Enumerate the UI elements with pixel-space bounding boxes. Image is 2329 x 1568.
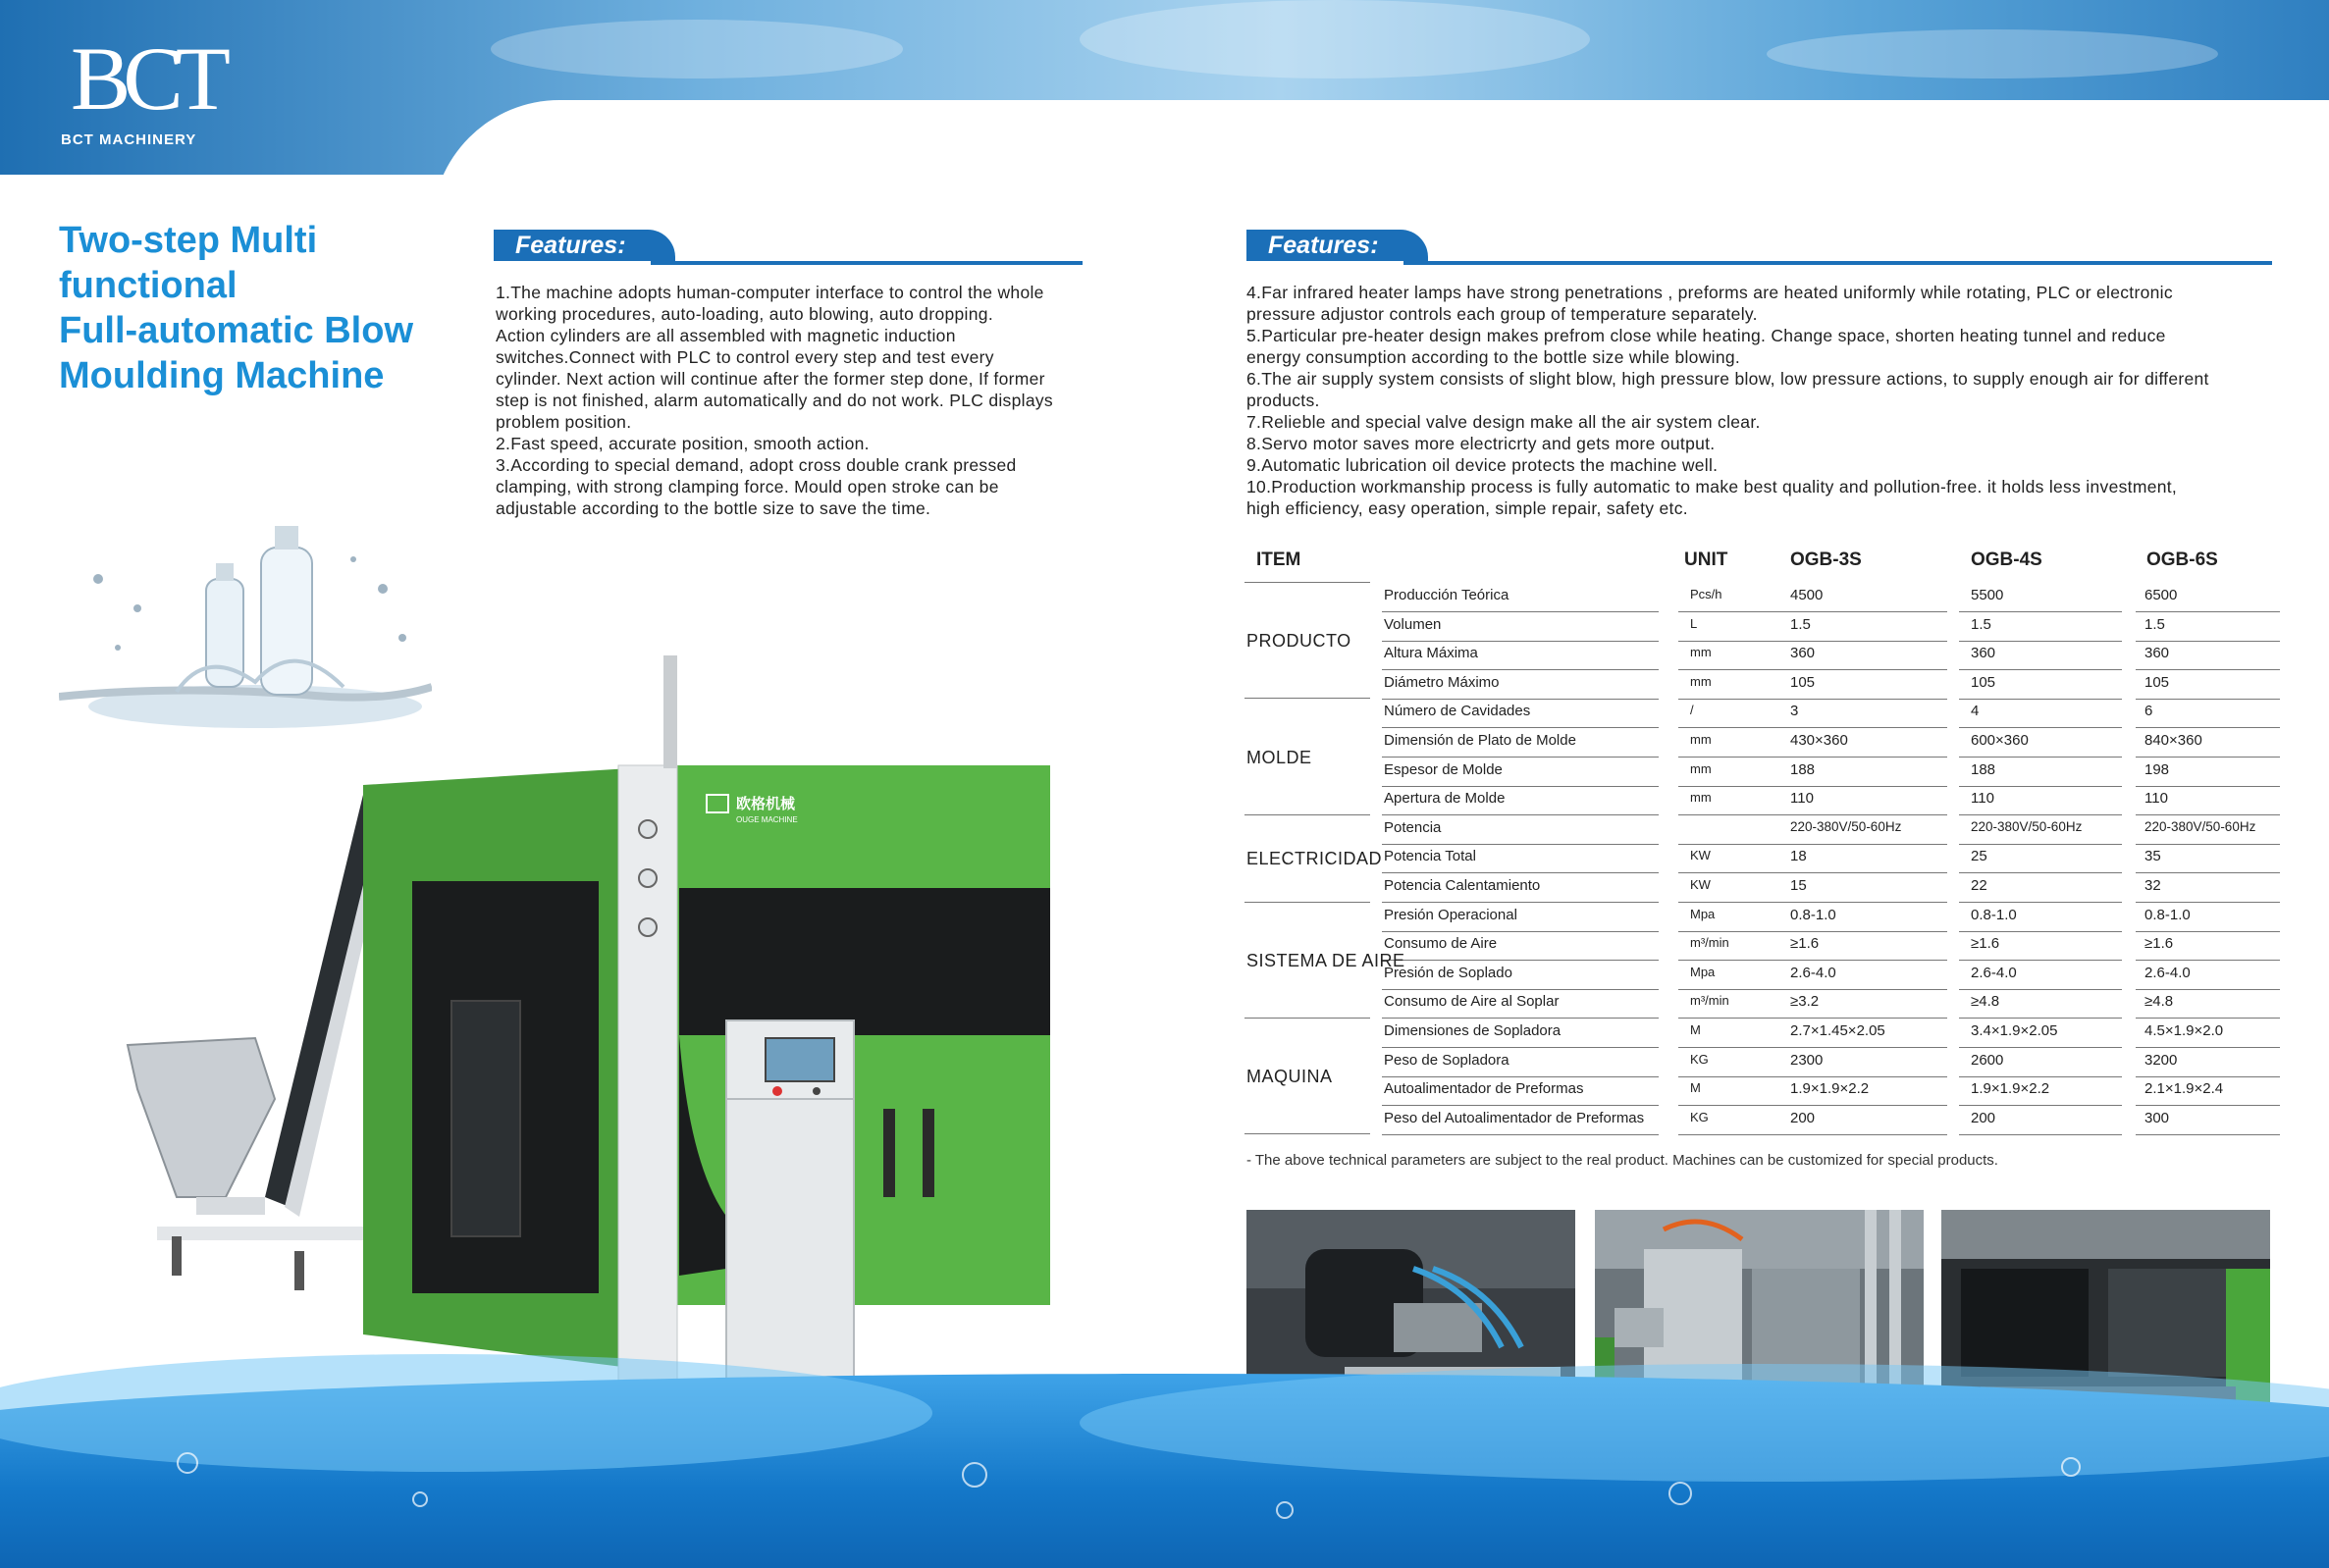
feature-line: 5.Particular pre-heater design makes prefrom close while heating. Change space, shorten heating tunnel and reduce — [1246, 326, 2166, 345]
param-value: 110 — [1971, 790, 1994, 808]
param-value: 188 — [1790, 760, 1816, 778]
param-unit: M — [1690, 1022, 1701, 1037]
param-value: 430×360 — [1790, 732, 1848, 749]
param-value: 2.7×1.45×2.05 — [1790, 1022, 1885, 1039]
param-value: ≥4.8 — [2144, 993, 2174, 1011]
param-name: Potencia Calentamiento — [1384, 877, 1541, 894]
water-decoration — [0, 1334, 2329, 1568]
title-line: Two-step Multi — [59, 220, 318, 261]
param-name: Potencia Total — [1384, 848, 1476, 865]
param-name: Autoalimentador de Preformas — [1384, 1080, 1584, 1098]
features-label: Features: — [1246, 230, 1428, 261]
param-value: ≥3.2 — [1790, 993, 1820, 1011]
param-value: 2.6-4.0 — [1790, 964, 1836, 981]
feature-line: pressure adjustor controls each group of temperature separately. — [1246, 304, 1758, 324]
features-heading-right — [1246, 226, 2272, 265]
param-value: 2.6-4.0 — [1971, 964, 2017, 981]
param-value: 188 — [1971, 760, 1996, 778]
features-underline — [1403, 261, 2272, 265]
param-value: 35 — [2144, 848, 2161, 865]
table-row — [1244, 845, 2280, 874]
param-unit: mm — [1690, 645, 1712, 660]
footnote: - The above technical parameters are subject to the real product. Machines can be customized for special products. — [1246, 1152, 1998, 1169]
param-name: Dimensiones de Sopladora — [1384, 1022, 1561, 1039]
table-header-model: OGB-3S — [1790, 549, 1862, 570]
param-value: 1.5 — [1790, 615, 1811, 633]
param-value: 6500 — [2144, 587, 2178, 603]
param-unit: KG — [1690, 1051, 1709, 1067]
feature-line: 1.The machine adopts human-computer interface to control the whole — [496, 283, 1044, 302]
features-heading-left — [494, 226, 1083, 265]
param-unit: Mpa — [1690, 964, 1716, 979]
param-unit: m³/min — [1690, 993, 1729, 1009]
brand-name: BCT MACHINERY — [61, 131, 197, 148]
param-value: 2.6-4.0 — [2144, 964, 2191, 981]
feature-line: switches.Connect with PLC to control every step and test every — [496, 347, 994, 367]
param-name: Producción Teórica — [1384, 587, 1509, 603]
feature-line: working procedures, auto-loading, auto blowing, auto dropping. — [496, 304, 993, 324]
feature-line: 3.According to special demand, adopt cross double crank pressed — [496, 455, 1017, 475]
param-name: Dimensión de Plato de Molde — [1384, 732, 1576, 749]
features-label: Features: — [494, 230, 675, 261]
feature-line: 7.Relieble and special valve design make all the air system clear. — [1246, 412, 1761, 432]
table-row — [1244, 787, 2280, 816]
group-label: PRODUCTO — [1246, 631, 1351, 652]
param-value: 0.8-1.0 — [1790, 906, 1836, 923]
param-value: 2.1×1.9×2.4 — [2144, 1080, 2224, 1098]
group-label: MAQUINA — [1246, 1067, 1333, 1087]
param-value: 3200 — [2144, 1051, 2178, 1069]
param-value: 3.4×1.9×2.05 — [1971, 1022, 2058, 1039]
param-name: Espesor de Molde — [1384, 760, 1503, 778]
param-value: 1.5 — [1971, 615, 1991, 633]
group-label: ELECTRICIDAD — [1246, 849, 1383, 869]
feature-line: Action cylinders are all assembled with magnetic induction — [496, 326, 956, 345]
param-value: 110 — [1790, 790, 1814, 808]
param-unit: Mpa — [1690, 906, 1716, 921]
param-unit: KG — [1690, 1109, 1709, 1124]
table-row — [1244, 584, 2280, 613]
features-list-right — [1246, 282, 2287, 519]
param-value: 200 — [1971, 1109, 1996, 1126]
table-header-unit: UNIT — [1684, 549, 1728, 570]
param-value: 200 — [1790, 1109, 1816, 1126]
param-value: 360 — [1790, 645, 1816, 662]
param-unit: / — [1690, 703, 1694, 718]
table-header-item: ITEM — [1256, 549, 1301, 570]
param-value: 4.5×1.9×2.0 — [2144, 1022, 2224, 1039]
param-unit: mm — [1690, 760, 1712, 776]
param-value: 15 — [1790, 877, 1807, 894]
param-value: 105 — [1790, 673, 1816, 691]
param-value: 2600 — [1971, 1051, 2004, 1069]
feature-line: 10.Production workmanship process is fully automatic to make best quality and pollution-free. it holds less investment, — [1246, 477, 2178, 497]
feature-line: 4.Far infrared heater lamps have strong penetrations , preforms are heated uniformly while rotating, PLC or electronic — [1246, 283, 2173, 302]
param-name: Potencia — [1384, 818, 1442, 836]
param-value: 300 — [2144, 1109, 2170, 1126]
table-row — [1244, 729, 2280, 758]
param-unit: M — [1690, 1080, 1701, 1096]
machine-brand-label: 欧格机械 — [736, 796, 796, 812]
param-name: Consumo de Aire — [1384, 935, 1498, 953]
feature-line: 9.Automatic lubrication oil device protects the machine well. — [1246, 455, 1719, 475]
group-label: SISTEMA DE AIRE — [1246, 950, 1405, 970]
features-list-left — [496, 282, 1124, 519]
title-line: Moulding Machine — [59, 355, 385, 396]
param-value: 840×360 — [2144, 732, 2202, 749]
param-value: 22 — [1971, 877, 1987, 894]
table-header-model: OGB-6S — [2146, 549, 2218, 570]
param-unit: Pcs/h — [1690, 587, 1722, 601]
table-header-model: OGB-4S — [1971, 549, 2042, 570]
param-unit: KW — [1690, 848, 1711, 863]
group-label: MOLDE — [1246, 747, 1312, 767]
param-unit: KW — [1690, 877, 1711, 892]
param-value: 1.5 — [2144, 615, 2165, 633]
param-name: Consumo de Aire al Soplar — [1384, 993, 1560, 1011]
param-value: 3 — [1790, 703, 1799, 720]
param-value: 105 — [1971, 673, 1996, 691]
table-row — [1244, 700, 2280, 729]
feature-line: energy consumption according to the bottle size while blowing. — [1246, 347, 1741, 367]
param-name: Peso de Sopladora — [1384, 1051, 1509, 1069]
param-value: 18 — [1790, 848, 1807, 865]
param-value: 105 — [2144, 673, 2170, 691]
features-underline — [651, 261, 1083, 265]
feature-line: 6.The air supply system consists of slight blow, high pressure blow, low pressure actions, to supply enough air for different — [1246, 369, 2209, 389]
param-unit: m³/min — [1690, 935, 1729, 951]
table-row — [1244, 1107, 2280, 1136]
feature-line: adjustable according to the bottle size to save the time. — [496, 498, 931, 518]
param-value: 220-380V/50-60Hz — [2144, 818, 2256, 834]
feature-line: cylinder. Next action will continue after the former step done, If former — [496, 369, 1045, 389]
param-value: 600×360 — [1971, 732, 2029, 749]
param-value: 5500 — [1971, 587, 2004, 603]
feature-line: 2.Fast speed, accurate position, smooth action. — [496, 434, 870, 453]
param-name: Presión de Soplado — [1384, 964, 1512, 981]
table-row — [1244, 671, 2280, 701]
param-name: Apertura de Molde — [1384, 790, 1506, 808]
table-row — [1244, 1077, 2280, 1107]
table-row — [1244, 816, 2280, 846]
param-value: 4500 — [1790, 587, 1824, 603]
logo-mark: BCT — [71, 28, 223, 129]
feature-line: products. — [1246, 391, 1320, 410]
machine-brand-sublabel: OUGE MACHINE — [736, 815, 798, 824]
param-value: 0.8-1.0 — [2144, 906, 2191, 923]
table-row — [1244, 990, 2280, 1019]
param-value: 360 — [1971, 645, 1996, 662]
feature-line: clamping, with strong clamping force. Mould open stroke can be — [496, 477, 999, 497]
table-row — [1244, 613, 2280, 643]
param-value: 360 — [2144, 645, 2170, 662]
table-row — [1244, 758, 2280, 788]
param-value: ≥1.6 — [1790, 935, 1820, 953]
param-value: 198 — [2144, 760, 2170, 778]
table-row — [1244, 904, 2280, 933]
brand-logo — [59, 29, 245, 152]
title-line: Full-automatic Blow — [59, 310, 413, 351]
param-value: ≥1.6 — [2144, 935, 2174, 953]
param-value: 6 — [2144, 703, 2153, 720]
param-value: 220-380V/50-60Hz — [1790, 818, 1902, 834]
title-line: functional — [59, 265, 238, 306]
param-unit: mm — [1690, 732, 1712, 747]
blow-moulding-machine-image — [118, 648, 1060, 1452]
param-name: Número de Cavidades — [1384, 703, 1531, 720]
param-value: 25 — [1971, 848, 1987, 865]
param-name: Presión Operacional — [1384, 906, 1517, 923]
param-name: Diámetro Máximo — [1384, 673, 1500, 691]
table-row — [1244, 642, 2280, 671]
param-unit: L — [1690, 615, 1698, 631]
param-unit: mm — [1690, 673, 1712, 689]
table-row — [1244, 1049, 2280, 1078]
param-name: Peso del Autoalimentador de Preformas — [1384, 1109, 1645, 1126]
param-value: 110 — [2144, 790, 2168, 808]
param-value: 1.9×1.9×2.2 — [1790, 1080, 1870, 1098]
param-value: 4 — [1971, 703, 1980, 720]
table-row — [1244, 874, 2280, 904]
param-value: 220-380V/50-60Hz — [1971, 818, 2083, 834]
param-value: 32 — [2144, 877, 2161, 894]
param-value: 2300 — [1790, 1051, 1824, 1069]
param-value: 0.8-1.0 — [1971, 906, 2017, 923]
param-unit: mm — [1690, 790, 1712, 806]
table-row — [1244, 1019, 2280, 1049]
feature-line: 8.Servo motor saves more electricrty and gets more output. — [1246, 434, 1716, 453]
feature-line: step is not finished, alarm automatically and do not work. PLC displays — [496, 391, 1053, 410]
param-value: ≥4.8 — [1971, 993, 2000, 1011]
param-value: 1.9×1.9×2.2 — [1971, 1080, 2050, 1098]
feature-line: high efficiency, easy operation, simple repair, safety etc. — [1246, 498, 1688, 518]
page-title — [59, 218, 471, 398]
param-name: Volumen — [1384, 615, 1442, 633]
param-name: Altura Máxima — [1384, 645, 1478, 662]
param-value: ≥1.6 — [1971, 935, 2000, 953]
feature-line: problem position. — [496, 412, 632, 432]
